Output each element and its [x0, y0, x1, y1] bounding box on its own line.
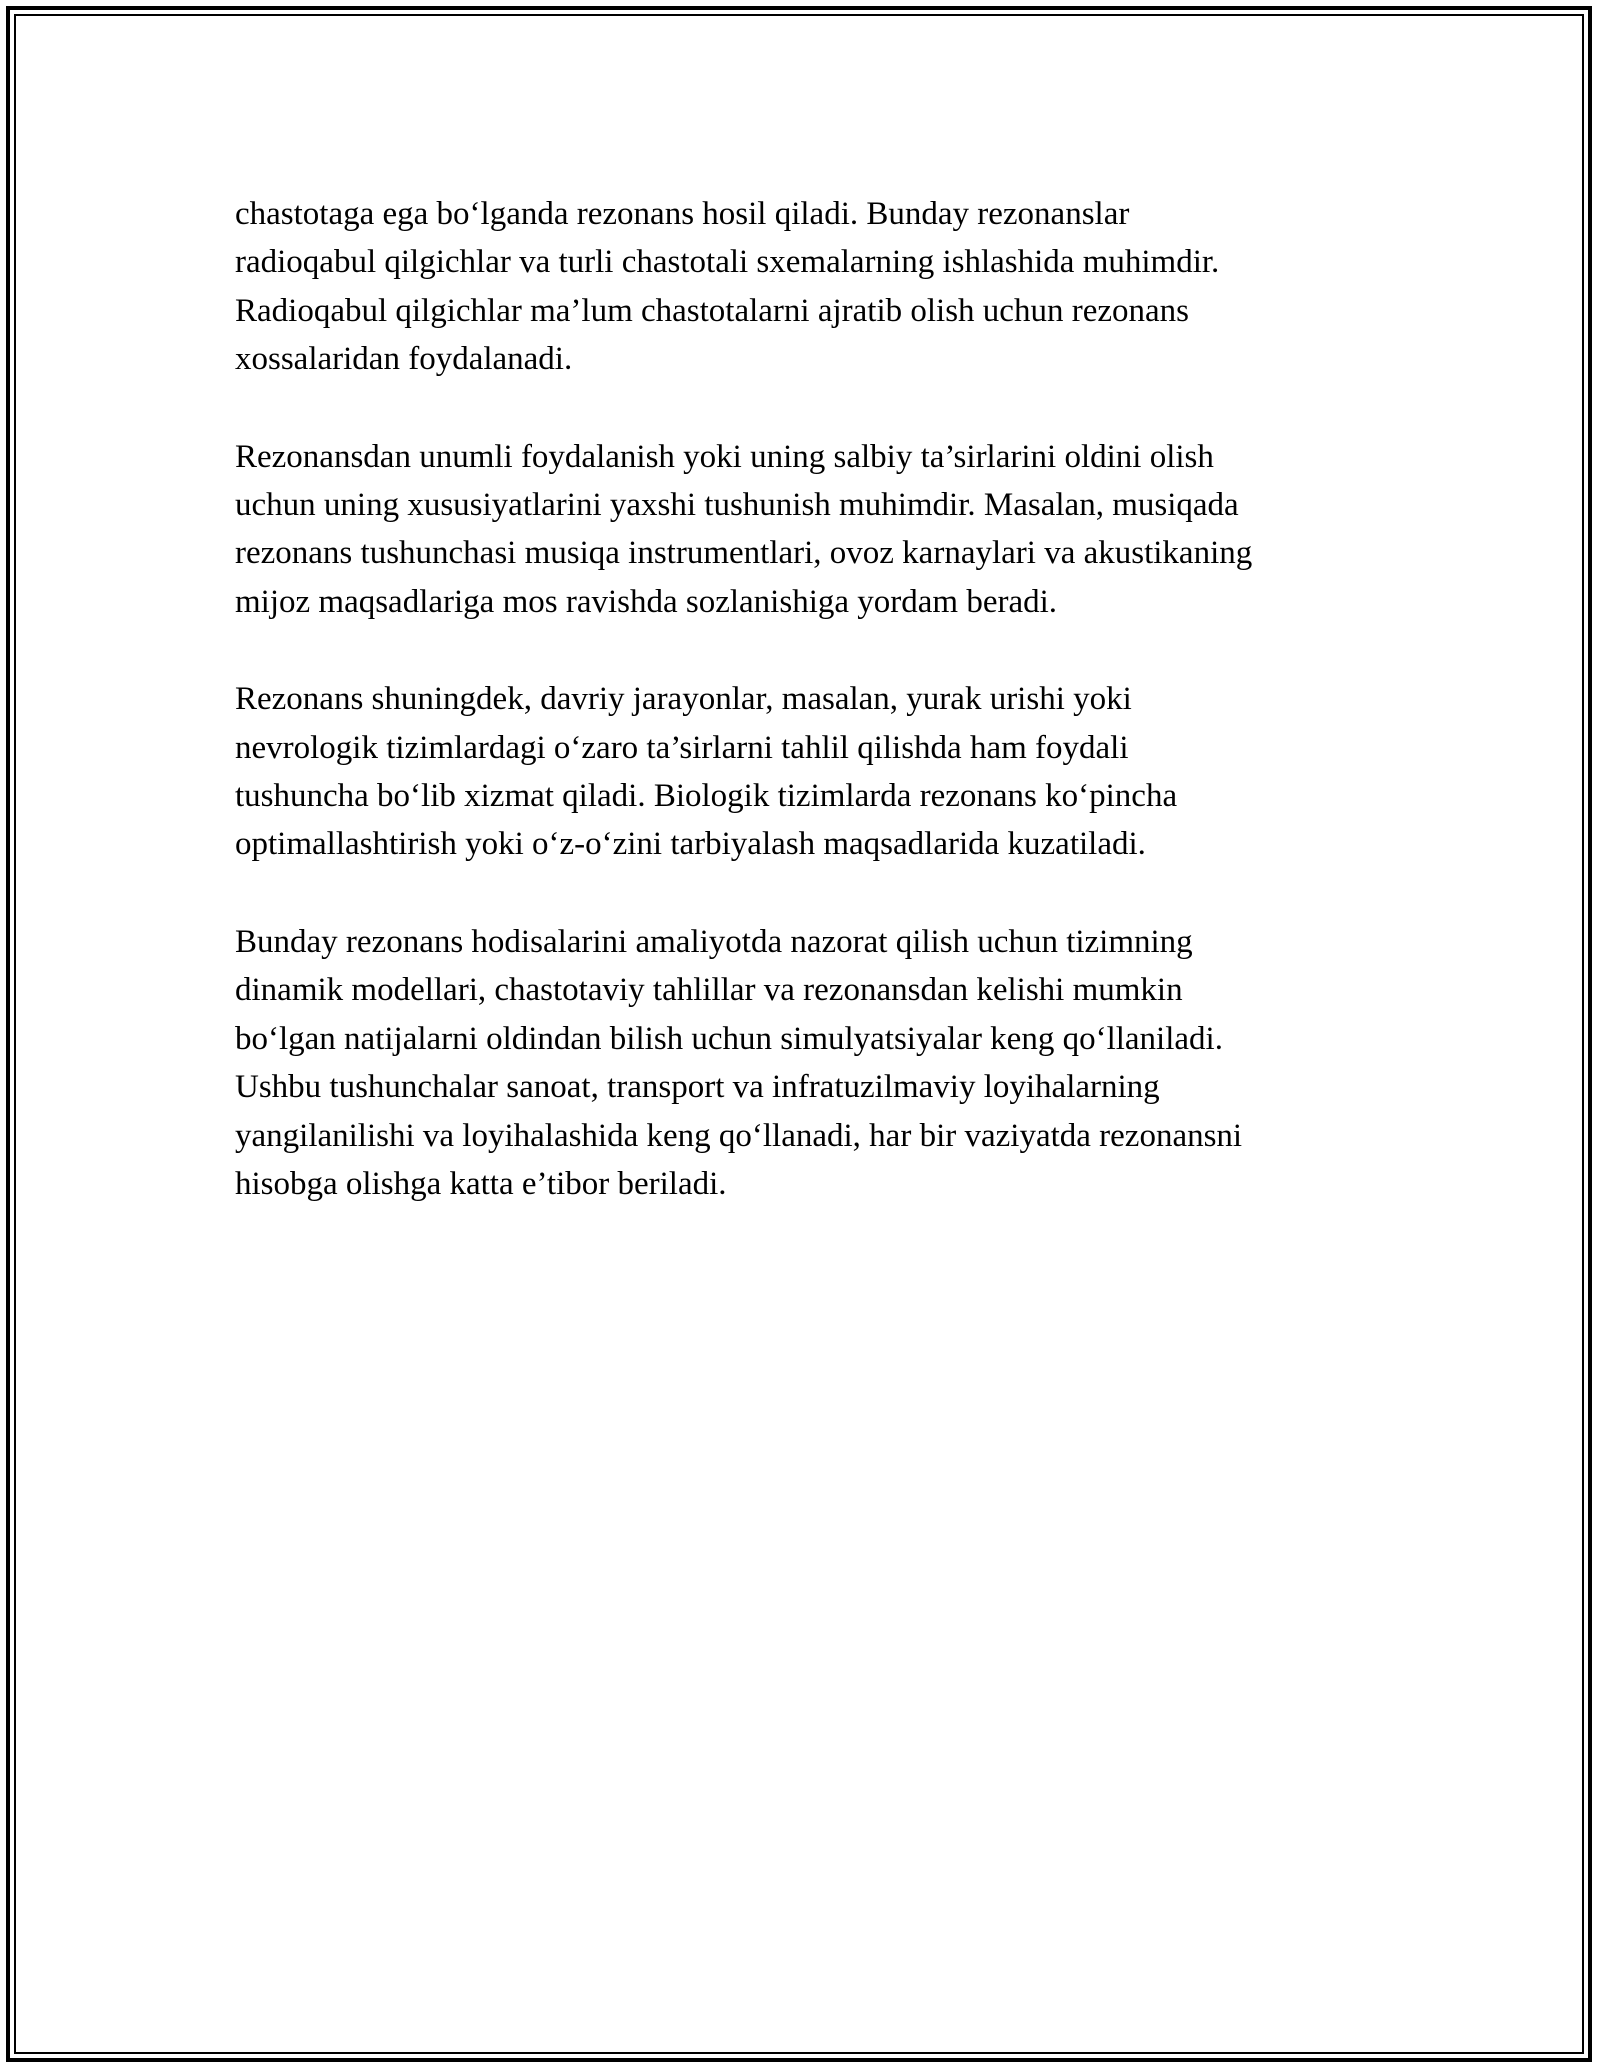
- text-line: dinamik modellari, chastotaviy tahlillar va rezonansdan kelishi mumkin: [235, 972, 1183, 1009]
- text-line: radioqabul qilgichlar va turli chastotali sxemalarning ishlashida muhimdir.: [235, 244, 1220, 281]
- text-line: Bunday rezonans hodisalarini amaliyotda nazorat qilish uchun tizimning: [235, 923, 1193, 960]
- paragraph-4: [235, 918, 1395, 1208]
- text-line: tushuncha bo‘lib xizmat qiladi. Biologik tizimlarda rezonans ko‘pincha: [235, 778, 1178, 815]
- document-body: [235, 190, 1395, 1257]
- text-line: Rezonansdan unumli foydalanish yoki uning salbiy ta’sirlarini oldini olish: [235, 438, 1214, 475]
- text-line: rezonans tushunchasi musiqa instrumentlari, ovoz karnaylari va akustikaning: [235, 535, 1253, 572]
- text-line: yangilanilishi va loyihalashida keng qo‘llanadi, har bir vaziyatda rezonansni: [235, 1117, 1243, 1154]
- text-line: Radioqabul qilgichlar ma’lum chastotalarni ajratib olish uchun rezonans: [235, 292, 1189, 329]
- text-line: xossalaridan foydalanadi.: [235, 341, 573, 378]
- text-line: uchun uning xususiyatlarini yaxshi tushunish muhimdir. Masalan, musiqada: [235, 487, 1239, 524]
- paragraph-3: [235, 675, 1395, 869]
- text-line: bo‘lgan natijalarni oldindan bilish uchun simulyatsiyalar keng qo‘llaniladi.: [235, 1020, 1223, 1057]
- text-line: hisobga olishga katta e’tibor beriladi.: [235, 1165, 727, 1202]
- text-line: Ushbu tushunchalar sanoat, transport va infratuzilmaviy loyihalarning: [235, 1069, 1160, 1106]
- page-frame: [6, 6, 1592, 2062]
- text-line: chastotaga ega bo‘lganda rezonans hosil qiladi. Bunday rezonanslar: [235, 196, 1130, 232]
- text-line: optimallashtirish yoki o‘z-o‘zini tarbiyalash maqsadlarida kuzatiladi.: [235, 826, 1146, 863]
- text-line: nevrologik tizimlardagi o‘zaro ta’sirlarni tahlil qilishda ham foydali: [235, 729, 1129, 766]
- text-line: mijoz maqsadlariga mos ravishda sozlanishiga yordam beradi.: [235, 583, 1058, 620]
- paragraph-1: [235, 190, 1395, 384]
- paragraph-2: [235, 433, 1395, 627]
- text-line: Rezonans shuningdek, davriy jarayonlar, masalan, yurak urishi yoki: [235, 681, 1132, 718]
